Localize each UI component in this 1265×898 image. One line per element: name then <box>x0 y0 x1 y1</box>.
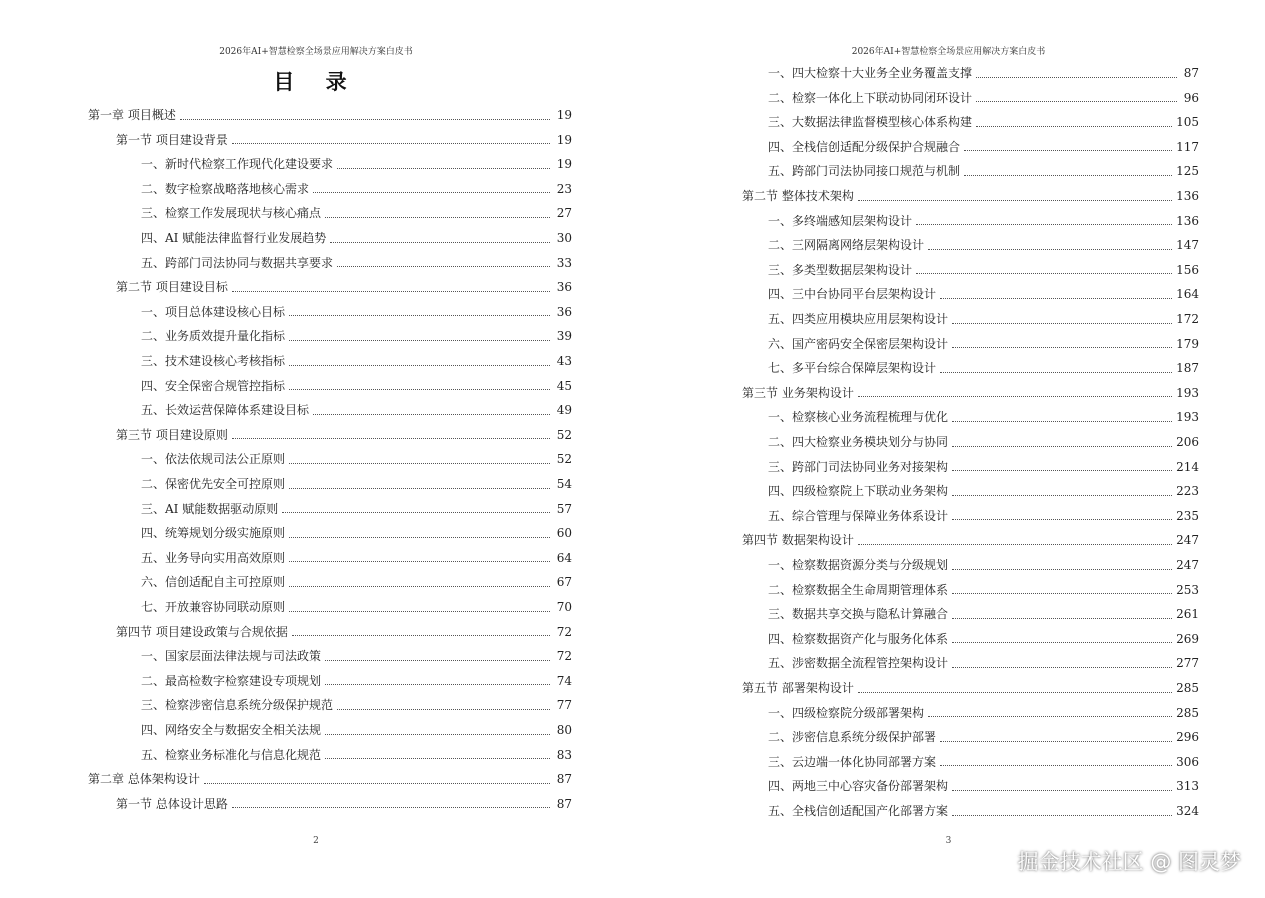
page-number: 3 <box>945 836 952 846</box>
toc-entry[interactable] <box>141 547 572 569</box>
toc-entry-label: 四、全栈信创适配分级保护合规融合 <box>768 139 961 154</box>
toc-entry[interactable] <box>768 210 1199 232</box>
toc-entry[interactable] <box>141 301 572 323</box>
toc-entry[interactable] <box>768 308 1199 330</box>
toc-entry[interactable] <box>768 775 1199 797</box>
dot-leader <box>952 519 1172 520</box>
toc-entry-label: 三、大数据法律监督模型核心体系构建 <box>768 115 973 130</box>
toc-entry-page: 27 <box>556 206 572 221</box>
toc-entry-page: 80 <box>556 723 572 737</box>
toc-entry[interactable] <box>768 234 1199 256</box>
toc-entry-label: 一、四级检察院分级部署架构 <box>768 705 925 720</box>
toc-entry-page: 45 <box>556 378 572 393</box>
dot-leader <box>952 618 1172 619</box>
toc-entry-label: 二、涉密信息系统分级保护部署 <box>768 730 937 745</box>
toc-entry[interactable] <box>141 670 572 692</box>
toc-entry-page: 125 <box>1176 164 1199 179</box>
toc-entry-page: 147 <box>1176 238 1199 253</box>
toc-entry-page: 313 <box>1176 779 1199 794</box>
page-header: 2026年AI+智慧检察全场景应用解决方案白皮书 <box>851 47 1046 57</box>
dot-leader <box>204 783 550 784</box>
toc-entry[interactable] <box>768 800 1199 822</box>
toc-entry-page: 156 <box>1176 262 1199 277</box>
dot-leader <box>337 168 550 169</box>
toc-entry[interactable] <box>768 406 1199 428</box>
toc-entry[interactable] <box>141 744 572 766</box>
toc-entry-label: 二、检察一体化上下联动协同闭环设计 <box>768 90 973 105</box>
dot-leader <box>232 438 550 439</box>
toc-entry-label: 二、三网隔离网络层架构设计 <box>768 238 925 253</box>
toc-entry-label: 第四节 项目建设政策与合规依据 <box>116 624 288 639</box>
dot-leader <box>940 765 1172 766</box>
dot-leader <box>330 242 550 243</box>
dot-leader <box>940 298 1172 299</box>
toc-entry-label: 五、跨部门司法协同接口规范与机制 <box>768 164 961 179</box>
dot-leader <box>952 667 1172 668</box>
toc-entry-page: 187 <box>1176 361 1199 376</box>
toc-entry-page: 60 <box>556 526 572 541</box>
toc-entry[interactable] <box>768 652 1199 674</box>
toc-entry[interactable] <box>141 448 572 470</box>
dot-leader <box>952 569 1172 570</box>
toc-entry-page: 33 <box>556 255 572 270</box>
toc-entry-page: 172 <box>1176 312 1199 326</box>
toc-entry-label: 二、四大检察业务模块划分与协同 <box>768 435 949 449</box>
dot-leader <box>325 734 550 735</box>
dot-leader <box>976 77 1177 78</box>
toc-entry-page: 19 <box>556 108 572 122</box>
toc-entry[interactable] <box>88 104 572 126</box>
toc-entry-page: 105 <box>1176 115 1199 130</box>
toc-entry-page: 54 <box>556 477 572 491</box>
toc-entry-label: 三、跨部门司法协同业务对接架构 <box>768 459 949 474</box>
dot-leader <box>952 815 1172 816</box>
toc-entry[interactable] <box>768 136 1199 158</box>
toc-entry-page: 324 <box>1176 804 1199 818</box>
toc-entry[interactable] <box>116 793 572 815</box>
toc-entry-label: 第三节 业务架构设计 <box>742 385 854 400</box>
right-page <box>632 0 1265 898</box>
toc-entry[interactable] <box>141 178 572 200</box>
toc-entry-label: 一、多终端感知层架构设计 <box>768 213 913 228</box>
toc-entry[interactable] <box>768 259 1199 281</box>
dot-leader <box>232 291 550 292</box>
toc-entry-label: 二、业务质效提升量化指标 <box>141 329 286 344</box>
toc-entry[interactable] <box>141 252 572 274</box>
dot-leader <box>952 421 1172 422</box>
dot-leader <box>858 544 1172 545</box>
dot-leader <box>940 372 1172 373</box>
toc-entry[interactable] <box>768 603 1199 625</box>
toc-entry-page: 235 <box>1176 508 1199 523</box>
toc-entry-page: 193 <box>1176 410 1199 425</box>
toc-entry-label: 五、检察业务标准化与信息化规范 <box>141 747 322 762</box>
toc-entry-label: 第二章 总体架构设计 <box>88 772 200 787</box>
toc-entry-label: 五、涉密数据全流程管控架构设计 <box>768 656 949 671</box>
dot-leader <box>976 101 1177 102</box>
toc-entry-label: 五、跨部门司法协同与数据共享要求 <box>141 255 334 270</box>
toc-entry-page: 19 <box>556 157 572 172</box>
toc-entry-page: 64 <box>556 550 572 565</box>
dot-leader <box>289 389 550 390</box>
toc-entry-label: 二、数字检察战略落地核心需求 <box>141 181 310 196</box>
dot-leader <box>289 340 550 341</box>
dot-leader <box>325 217 550 218</box>
toc-entry-label: 四、四级检察院上下联动业务架构 <box>768 484 949 499</box>
toc-entry[interactable] <box>141 153 572 175</box>
toc-entry-page: 261 <box>1176 607 1199 622</box>
toc-entry[interactable] <box>141 498 572 520</box>
dot-leader <box>952 642 1172 643</box>
toc-entry-page: 39 <box>556 329 572 344</box>
toc-entry-label: 二、保密优先安全可控原则 <box>141 477 286 491</box>
toc-entry[interactable] <box>141 325 572 347</box>
dot-leader <box>964 175 1172 176</box>
toc-entry-page: 179 <box>1176 336 1199 351</box>
dot-leader <box>313 192 550 193</box>
toc-entry[interactable] <box>141 473 572 495</box>
dot-leader <box>952 470 1172 471</box>
toc-entry-page: 136 <box>1176 213 1199 228</box>
toc-entry-label: 三、数据共享交换与隐私计算融合 <box>768 607 949 622</box>
toc-entry-page: 36 <box>556 304 572 319</box>
toc-entry-page: 52 <box>556 452 572 467</box>
toc-entry-label: 三、云边端一体化协同部署方案 <box>768 754 937 769</box>
toc-entry-label: 四、检察数据资产化与服务化体系 <box>768 631 949 646</box>
toc-entry[interactable] <box>141 227 572 249</box>
toc-entry-page: 72 <box>556 624 572 639</box>
dot-leader <box>325 660 550 661</box>
dot-leader <box>940 741 1172 742</box>
toc-entry-label: 第二节 整体技术架构 <box>742 189 854 203</box>
toc-entry-page: 285 <box>1176 705 1199 720</box>
toc-entry-page: 57 <box>556 501 572 516</box>
toc-entry[interactable] <box>768 702 1199 724</box>
toc-entry-page: 83 <box>556 747 572 762</box>
toc-entry-label: 第一节 总体设计思路 <box>116 796 228 811</box>
toc-entry-label: 七、开放兼容协同联动原则 <box>141 600 286 614</box>
toc-entry-page: 306 <box>1176 754 1199 769</box>
dot-leader <box>180 119 550 120</box>
toc-entry-page: 74 <box>556 673 572 688</box>
toc-entry-label: 第四节 数据架构设计 <box>742 533 854 548</box>
dot-leader <box>952 790 1172 791</box>
dot-leader <box>976 126 1172 127</box>
toc-entry[interactable] <box>116 621 572 643</box>
dot-leader <box>916 273 1172 274</box>
toc-entry[interactable] <box>742 529 1199 551</box>
dot-leader <box>952 323 1172 324</box>
toc-entry-page: 269 <box>1176 631 1199 646</box>
toc-entry-label: 一、依法依规司法公正原则 <box>141 452 286 467</box>
toc-entry-label: 四、AI 赋能法律监督行业发展趋势 <box>141 231 327 245</box>
toc-entry-page: 36 <box>556 280 572 295</box>
dot-leader <box>289 488 550 489</box>
toc-entry[interactable] <box>768 726 1199 748</box>
toc-entry[interactable] <box>141 375 572 397</box>
toc-entry-page: 87 <box>1183 66 1199 80</box>
toc-entry-label: 第三节 项目建设原则 <box>116 427 228 442</box>
toc-entry-page: 285 <box>1176 681 1199 695</box>
toc-entry[interactable] <box>768 628 1199 650</box>
dot-leader <box>325 758 550 759</box>
dot-leader <box>289 537 550 538</box>
toc-entry[interactable] <box>141 522 572 544</box>
toc-entry-page: 193 <box>1176 385 1199 400</box>
toc-entry-label: 一、国家层面法律法规与司法政策 <box>141 649 322 664</box>
toc-entry[interactable] <box>141 694 572 716</box>
toc-entry-label: 三、技术建设核心考核指标 <box>141 354 286 368</box>
dot-leader <box>292 635 550 636</box>
dot-leader <box>313 414 550 415</box>
toc-entry[interactable] <box>141 202 572 224</box>
page-header: 2026年AI+智慧检察全场景应用解决方案白皮书 <box>219 47 413 57</box>
toc-title: 目 录 <box>273 69 359 94</box>
toc-entry[interactable] <box>768 554 1199 576</box>
dot-leader <box>952 347 1172 348</box>
dot-leader <box>289 365 550 366</box>
toc-entry[interactable] <box>768 333 1199 355</box>
toc-entry-page: 77 <box>556 698 572 713</box>
toc-entry-label: 六、信创适配自主可控原则 <box>141 575 286 590</box>
dot-leader <box>337 709 550 710</box>
toc-entry-page: 87 <box>556 796 572 811</box>
toc-entry-label: 二、检察数据全生命周期管理体系 <box>768 582 949 597</box>
toc-entry-label: 第一节 项目建设背景 <box>116 132 228 147</box>
dot-leader <box>282 512 550 513</box>
toc-entry[interactable] <box>768 579 1199 601</box>
toc-entry[interactable] <box>768 160 1199 182</box>
dot-leader <box>232 807 550 808</box>
toc-entry[interactable] <box>88 768 572 790</box>
toc-entry-label: 三、检察涉密信息系统分级保护规范 <box>141 698 334 713</box>
toc-entry[interactable] <box>768 505 1199 527</box>
toc-entry[interactable] <box>768 480 1199 502</box>
dot-leader <box>952 593 1172 594</box>
toc-entry[interactable] <box>768 87 1199 109</box>
toc-entry-label: 一、项目总体建设核心目标 <box>141 304 286 319</box>
toc-entry-label: 第一章 项目概述 <box>88 108 176 122</box>
toc-entry-page: 87 <box>556 772 572 787</box>
dot-leader <box>289 561 550 562</box>
toc-entry-label: 一、检察核心业务流程梳理与优化 <box>768 410 949 425</box>
dot-leader <box>858 396 1172 397</box>
toc-entry-page: 214 <box>1176 459 1199 474</box>
toc-entry-label: 一、四大检察十大业务全业务覆盖支撑 <box>768 66 973 80</box>
dot-leader <box>289 463 550 464</box>
toc-entry-page: 72 <box>556 649 572 664</box>
toc-entry[interactable] <box>116 276 572 298</box>
toc-entry-label: 三、AI 赋能数据驱动原则 <box>141 501 279 516</box>
toc-entry-page: 206 <box>1176 435 1199 449</box>
toc-entry-page: 43 <box>556 354 572 368</box>
dot-leader <box>289 586 550 587</box>
toc-entry[interactable] <box>116 129 572 151</box>
toc-entry[interactable] <box>742 677 1199 699</box>
toc-entry-label: 五、全栈信创适配国产化部署方案 <box>768 804 949 818</box>
toc-entry[interactable] <box>768 456 1199 478</box>
toc-entry-page: 30 <box>556 231 572 245</box>
toc-entry-label: 一、新时代检察工作现代化建设要求 <box>141 157 334 172</box>
toc-entry[interactable] <box>768 751 1199 773</box>
toc-entry[interactable] <box>116 424 572 446</box>
dot-leader <box>952 446 1172 447</box>
dot-leader <box>916 224 1172 225</box>
dot-leader <box>858 200 1172 201</box>
dot-leader <box>964 150 1172 151</box>
watermark: 掘金技术社区 @ 图灵梦 <box>1017 850 1241 874</box>
toc-entry-label: 四、两地三中心容灾备份部署架构 <box>768 779 949 794</box>
toc-entry[interactable] <box>768 431 1199 453</box>
toc-entry-page: 67 <box>556 575 572 590</box>
toc-entry[interactable] <box>768 111 1199 133</box>
toc-entry[interactable] <box>768 357 1199 379</box>
dot-leader <box>325 684 550 685</box>
toc-entry-label: 五、业务导向实用高效原则 <box>141 550 286 565</box>
toc-entry-page: 296 <box>1176 730 1199 745</box>
toc-entry[interactable] <box>768 62 1199 84</box>
toc-entry[interactable] <box>742 382 1199 404</box>
toc-entry-label: 四、三中台协同平台层架构设计 <box>768 287 937 302</box>
toc-entry-label: 四、统筹规划分级实施原则 <box>141 526 286 541</box>
toc-entry-page: 70 <box>556 600 572 614</box>
toc-entry-page: 19 <box>556 132 572 147</box>
toc-entry-page: 247 <box>1176 533 1199 548</box>
toc-entry-page: 247 <box>1176 558 1199 572</box>
toc-entry-page: 223 <box>1176 484 1199 499</box>
toc-entry-page: 49 <box>556 403 572 418</box>
toc-entry-page: 96 <box>1183 90 1199 105</box>
toc-entry-label: 五、长效运营保障体系建设目标 <box>141 403 310 418</box>
toc-entry[interactable] <box>141 571 572 593</box>
toc-entry-label: 二、最高检数字检察建设专项规划 <box>141 673 322 688</box>
toc-entry-label: 七、多平台综合保障层架构设计 <box>768 361 937 376</box>
toc-entry-label: 五、综合管理与保障业务体系设计 <box>768 508 949 523</box>
toc-entry[interactable] <box>768 283 1199 305</box>
toc-entry-page: 23 <box>556 181 572 196</box>
page-number: 2 <box>313 836 319 846</box>
toc-entry-label: 三、多类型数据层架构设计 <box>768 262 913 277</box>
left-page <box>0 0 632 898</box>
toc-entry-label: 三、检察工作发展现状与核心痛点 <box>141 206 322 221</box>
dot-leader <box>858 692 1172 693</box>
toc-entry-label: 五、四类应用模块应用层架构设计 <box>768 312 949 326</box>
toc-entry[interactable] <box>141 719 572 741</box>
toc-entry-label: 四、网络安全与数据安全相关法规 <box>141 723 322 737</box>
toc-entry-page: 277 <box>1176 656 1199 671</box>
toc-entry-label: 六、国产密码安全保密层架构设计 <box>768 336 949 351</box>
toc-entry-page: 253 <box>1176 582 1199 597</box>
toc-entry[interactable] <box>742 185 1199 207</box>
toc-entry-page: 117 <box>1176 139 1199 154</box>
toc-entry-page: 52 <box>556 427 572 442</box>
toc-entry[interactable] <box>141 596 572 618</box>
toc-entry[interactable] <box>141 645 572 667</box>
toc-entry-page: 136 <box>1176 189 1199 203</box>
toc-entry-label: 一、检察数据资源分类与分级规划 <box>768 558 949 572</box>
dot-leader <box>928 249 1172 250</box>
toc-entry-label: 四、安全保密合规管控指标 <box>141 378 286 393</box>
dot-leader <box>952 495 1172 496</box>
dot-leader <box>337 266 550 267</box>
toc-entry-label: 第二节 项目建设目标 <box>116 280 228 295</box>
dot-leader <box>928 716 1172 717</box>
toc-entry-page: 164 <box>1176 287 1199 302</box>
toc-entry[interactable] <box>141 350 572 372</box>
dot-leader <box>232 143 550 144</box>
toc-entry-label: 第五节 部署架构设计 <box>742 681 854 695</box>
dot-leader <box>289 611 550 612</box>
toc-entry[interactable] <box>141 399 572 421</box>
dot-leader <box>289 315 550 316</box>
